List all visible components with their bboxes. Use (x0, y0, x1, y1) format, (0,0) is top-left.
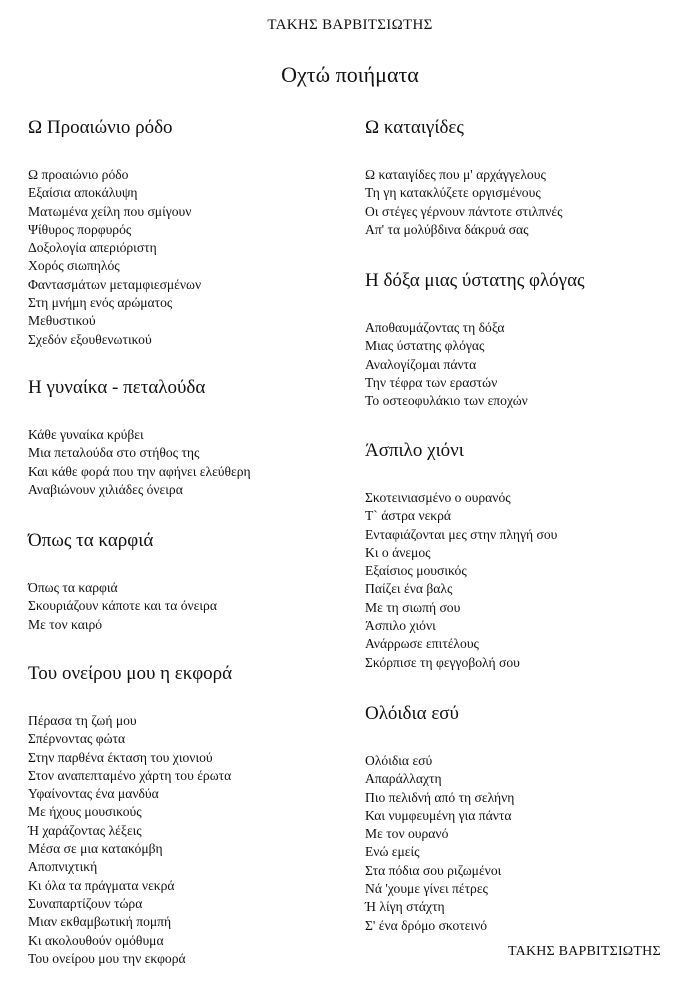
poem (28, 530, 358, 634)
poem-line: Ή λίγη στάχτη (365, 899, 445, 915)
poem-line: Ω καταιγίδες που μ' αρχάγγελους (365, 167, 546, 182)
poem-line: Εξαίσια αποκάλυψη (28, 185, 138, 201)
poem (28, 117, 358, 349)
poem-line: Ω προαιώνιο ρόδο (28, 167, 129, 182)
poem-line: Δοξολογία απεριόριστη (28, 240, 157, 256)
poem-line: Απαράλλαχτη (365, 771, 442, 787)
poem-line: Του ονείρου μου την εκφορά (28, 950, 186, 966)
poem-line: Μεθυστικού (28, 313, 96, 329)
poem-line: Με τη σιωπή σου (365, 599, 461, 615)
poem-line: Σκουριάζουν κάποτε και τα όνειρα (28, 598, 217, 614)
poem-line: Σ' ένα δρόμο σκοτεινό (365, 917, 488, 933)
poem-line: Στον αναπεπταμένο χάρτη του έρωτα (28, 767, 232, 783)
poem-body (365, 489, 685, 672)
poem (28, 663, 358, 968)
poem-line: Ματωμένα χείλη που σμίγουν (28, 203, 192, 219)
poem-line: Κι όλα τα πράγματα νεκρά (28, 877, 175, 893)
poem-line: Ολόιδια εσύ (365, 753, 433, 768)
poem-line: Και νυμφευμένη για πάντα (365, 807, 512, 823)
poem-line: Την τέφρα των εραστών (365, 374, 498, 390)
poem-title: Η δόξα μιας ύστατης φλόγας (365, 270, 585, 291)
poem-line: Στα πόδια σου ριζωμένοι (365, 862, 502, 878)
poem-title: Του ονείρου μου η εκφορά (28, 663, 233, 684)
poem-line: Ανάρρωσε επιτέλους (365, 636, 479, 652)
poem-line: Αναβιώνουν χιλιάδες όνειρα (28, 481, 183, 497)
poem (365, 703, 685, 935)
poem-line: Νά 'χουμε γίνει πέτρες (365, 881, 488, 897)
poem-body (28, 166, 358, 349)
poem (365, 117, 685, 239)
poem-line: Φαντασμάτων μεταμφιεσμένων (28, 276, 202, 292)
author-name-header: ΤΑΚΗΣ ΒΑΡΒΙΤΣΙΩΤΗΣ (267, 17, 433, 33)
poem-line: Τη γη κατακλύζετε οργισμένους (365, 185, 541, 201)
poem-body (28, 426, 358, 499)
poem-line: Απ' τα μολύβδινα δάκρυά σας (365, 221, 529, 237)
poem-line: Πέρασα τη ζωή μου (28, 713, 137, 728)
poem-line: Μέσα σε μια κατακόμβη (28, 841, 163, 857)
poem-line: Συναπαρτίζουν τώρα (28, 895, 143, 911)
poem-line: Ψίθυρος πορφυρός (28, 221, 132, 237)
poem-body (365, 752, 685, 935)
poem-line: Χορός σιωπηλός (28, 258, 120, 274)
poem-line: Πιο πελιδνή από τη σελήνη (365, 789, 515, 805)
poem-line: Τ` άστρα νεκρά (365, 508, 452, 524)
poem-line: Αποθαυμάζοντας τη δόξα (365, 320, 505, 335)
poem-body (365, 166, 685, 239)
poem-line: Με τον καιρό (28, 616, 103, 632)
poem-line: Με ήχους μουσικούς (28, 804, 142, 820)
poem-line: Σχεδόν εξουθενωτικού (28, 331, 152, 347)
poem-line: Κι ακολουθούν ομόθυμα (28, 932, 164, 948)
author-name-footer: ΤΑΚΗΣ ΒΑΡΒΙΤΣΙΩΤΗΣ (508, 944, 661, 959)
poem (365, 440, 685, 672)
poem-line: Όπως τα καρφιά (28, 580, 118, 595)
poem-line: Κι ο άνεμος (365, 544, 431, 560)
poem-line: Ενώ εμείς (365, 844, 420, 860)
poem-line: Στη μνήμη ενός αρώματος (28, 295, 173, 311)
poem-body (28, 579, 358, 634)
poem (28, 377, 358, 499)
poem-line: Ή χαράζοντας λέξεις (28, 822, 142, 838)
poem-line: Σπέρνοντας φώτα (28, 731, 126, 747)
poem-line: Υφαίνοντας ένα μανδύα (28, 786, 159, 802)
poem-title: Ω καταιγίδες (365, 117, 464, 138)
poem-title: Όπως τα καρφιά (28, 530, 154, 551)
poem-line: Σκόρπισε τη φεγγοβολή σου (365, 654, 520, 670)
poem-line: Το οστεοφυλάκιο των εποχών (365, 393, 528, 409)
poem-line: Με τον ουρανό (365, 826, 449, 842)
poem-body (365, 319, 685, 410)
poem-line: Αναλογίζομαι πάντα (365, 356, 477, 372)
poem-line: Μιαν εκθαμβωτική πομπή (28, 914, 172, 930)
poem-line: Άσπιλο χιόνι (365, 618, 436, 634)
poem-line: Μια πεταλούδα στο στήθος της (28, 445, 200, 461)
poem-line: Αποπνιχτική (28, 859, 98, 875)
poem-line: Ενταφιάζονται μες στην πληγή σου (365, 526, 558, 542)
poem-line: Σκοτεινιασμένο ο ουρανός (365, 490, 511, 505)
poem-line: Οι στέγες γέρνουν πάντοτε στιλπνές (365, 203, 563, 219)
poem-line: Μιας ύστατης φλόγας (365, 338, 485, 354)
poem-title: Η γυναίκα - πεταλούδα (28, 377, 206, 398)
poem-line: Στην παρθένα έκταση του χιονιού (28, 749, 213, 765)
poem-line: Κάθε γυναίκα κρύβει (28, 427, 144, 442)
poem-title: Άσπιλο χιόνι (365, 440, 464, 461)
poem-body (28, 712, 358, 968)
poem-title: Ω Προαιώνιο ρόδο (28, 117, 173, 138)
collection-title: Οχτώ ποιήματα (281, 62, 419, 87)
poem (365, 270, 685, 410)
poem-line: Παίζει ένα βαλς (365, 581, 453, 597)
poem-line: Εξαίσιος μουσικός (365, 563, 467, 579)
poem-line: Και κάθε φορά που την αφήνει ελεύθερη (28, 463, 251, 479)
poem-title: Ολόιδια εσύ (365, 703, 459, 724)
